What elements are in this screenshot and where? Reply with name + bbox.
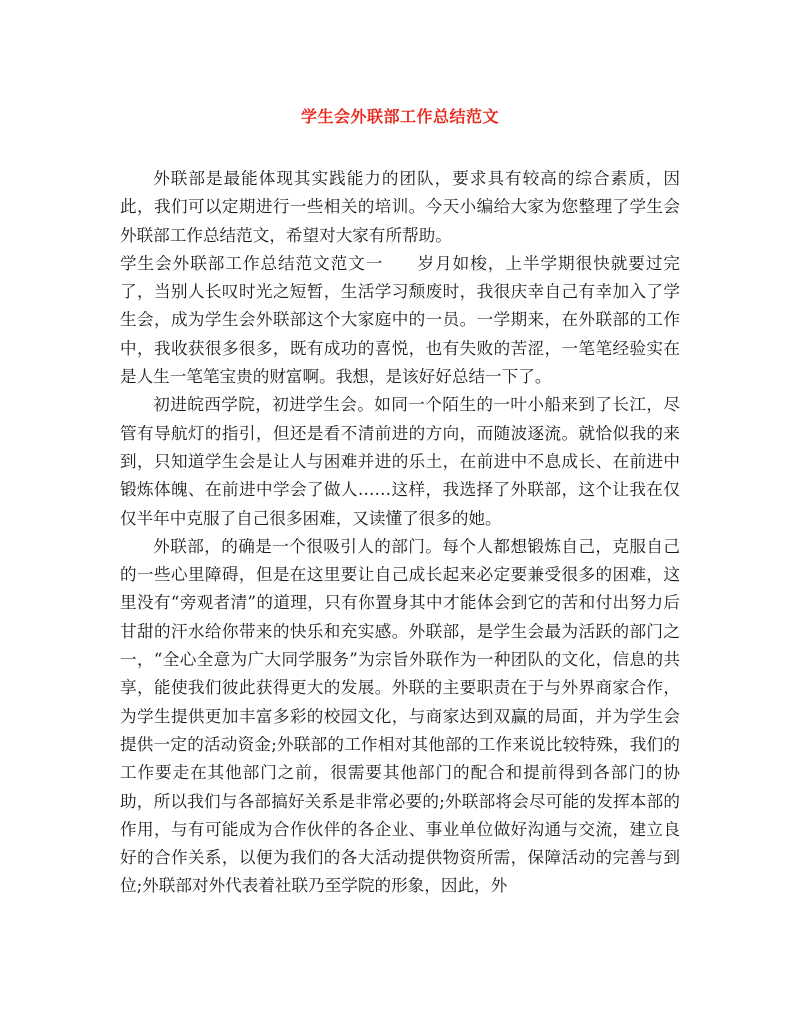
section-paragraph-1 xyxy=(120,250,680,391)
document-title: 学生会外联部工作总结范文 xyxy=(300,107,499,126)
intro-paragraph: 外联部是最能体现其实践能力的团队，要求具有较高的综合素质，因此，我们可以定期进行一些相关的培训。今天小编给大家为您整理了学生会外联部工作总结范文，希望对大家有所帮助。 xyxy=(120,169,680,245)
document-body xyxy=(120,165,680,901)
section-paragraph-1-text: 岁月如梭，上半学期很快就要过完了，当别人长叹时光之短暂，生活学习颓废时，我很庆幸自己有幸加入了学生会，成为学生会外联部这个大家庭中的一员。一学期来，在外联部的工作中，我收获很多很多，既有成功的喜悦，也有失败的苦涩，一笔笔经验实在是人生一笔笔宝贵的财富啊。我想，是该好好总结一下了。 xyxy=(120,253,680,387)
section-subheading: 学生会外联部工作总结范文范文一 xyxy=(120,253,384,273)
body-paragraph-3: 外联部，的确是一个很吸引人的部门。每个人都想锻炼自己，克服自己的一些心里障碍，但是在这里要让自己成长起来必定要兼受很多的困难，这里没有“旁观者清”的道理，只有你置身其中才能体会到它的苦和付出努力后甘甜的汗水给你带来的快乐和充实感。外联部，是学生会最为活跃的部门之一，“全心全意为广大同学服务”为宗旨外联作为一种团队的文化，信息的共享，能使我们彼此获得更大的发展。外联的主要职责在于与外界商家合作，为学生提供更加丰富多彩的校园文化，与商家达到双赢的局面，并为学生会提供一定的活动资金;外联部的工作相对其他部的工作来说比较特殊，我们的工作要走在其他部门之前，很需要其他部门的配合和提前得到各部门的协助，所以我们与各部搞好关系是非常必要的;外联部将会尽可能的发挥本部的作用，与有可能成为合作伙伴的各企业、事业单位做好沟通与交流，建立良好的合作关系，以便为我们的各大活动提供物资所需，保障活动的完善与到位;外联部对外代表着社联乃至学院的形象，因此，外 xyxy=(120,536,680,896)
body-paragraph-2: 初进皖西学院，初进学生会。如同一个陌生的一叶小船来到了长江，尽管有导航灯的指引，但还是看不清前进的方向，而随波逐流。就恰似我的来到，只知道学生会是让人与困难并进的乐土，在前进中不息成长、在前进中锻炼体魄、在前进中学会了做人……这样，我选择了外联部，这个让我在仅仅半年中克服了自己很多困难，又读懂了很多的她。 xyxy=(120,395,680,528)
